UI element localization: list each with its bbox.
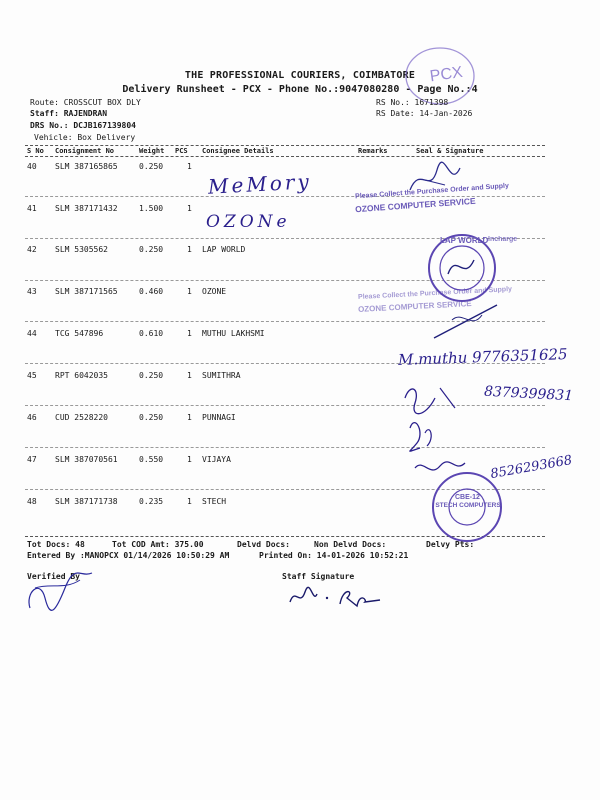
verified-signature [20, 568, 100, 618]
stech-stamp-text: STECH COMPUTERS [435, 502, 501, 509]
ozone-stamp-line2: OZONE COMPUTER SERVICE [354, 195, 476, 215]
lapworld-stamp-incharge: Incharge [488, 236, 518, 243]
row-weight: 0.610 [139, 329, 164, 338]
staff-signature-label: Staff Signature [282, 572, 355, 581]
delivered-docs: Delvd Docs: [237, 540, 290, 549]
row-sno: 43 [27, 287, 37, 296]
row-weight: 0.460 [139, 287, 164, 296]
vehicle-info: Vehicle: Box Delivery [34, 133, 136, 142]
handwritten-row46-phone: 8379399831 [483, 383, 574, 405]
stech-stamp-inner: CBE-12 [455, 494, 480, 501]
row-consignment: RPT 6042035 [55, 371, 108, 380]
row-pcs: 1 [187, 329, 192, 338]
row-pcs: 1 [187, 245, 192, 254]
total-cod-amount: Tot COD Amt: 375.00 [112, 540, 204, 549]
runsheet-title: Delivery Runsheet - PCX - Phone No.:9047080280 - Page No.:4 [122, 84, 478, 95]
row-pcs: 1 [187, 162, 192, 171]
col-consignment: Consignment No [55, 147, 115, 155]
lapworld-stamp-text: LAP WORLD [440, 236, 489, 245]
row-sno: 48 [27, 497, 37, 506]
col-sno: S No [27, 147, 44, 155]
row-sno: 41 [27, 204, 37, 213]
row-weight: 0.250 [139, 371, 164, 380]
row-consignment: SLM 387171432 [55, 204, 118, 213]
row-pcs: 1 [187, 455, 192, 464]
total-docs: Tot Docs: 48 [27, 540, 85, 549]
route-info: Route: CROSSCUT BOX DLY [30, 98, 141, 107]
row-consignment: CUD 2528220 [55, 413, 108, 422]
col-seal: Seal & Signature [416, 147, 484, 155]
drs-info: DRS No.: DCJB167139804 [30, 121, 136, 130]
handwritten-row47-phone: 8526293668 [489, 452, 574, 483]
ozone-stamp2-line2: OZONE COMPUTER SERVICE [357, 299, 472, 314]
rs-number: RS No.: 1671398 [376, 98, 449, 107]
printed-on: Printed On: 14-01-2026 10:52:21 [259, 551, 409, 560]
table-header-rule [25, 156, 545, 157]
row-consignment: SLM 387165865 [55, 162, 118, 171]
col-remarks: Remarks [358, 147, 388, 155]
row-weight: 0.250 [139, 245, 164, 254]
staff-info: Staff: RAJENDRAN [30, 109, 108, 118]
row-pcs: 1 [187, 204, 192, 213]
row-consignment: SLM 387070561 [55, 455, 118, 464]
row-weight: 0.550 [139, 455, 164, 464]
company-name: THE PROFESSIONAL COURIERS, COIMBATORE [184, 70, 416, 81]
ozone-stamp2-line1: Please Collect the Purchase Order and Supply [357, 285, 513, 302]
handwritten-memory: MeMory [207, 169, 313, 199]
row-weight: 0.235 [139, 497, 164, 506]
handwritten-muthu-phone: M.muthu 9776351625 [397, 345, 568, 369]
row-consignment: SLM 387171738 [55, 497, 118, 506]
row-sno: 45 [27, 371, 37, 380]
row-sno: 44 [27, 329, 37, 338]
row-sno: 42 [27, 245, 37, 254]
row-sno: 46 [27, 413, 37, 422]
row-consignee: PUNNAGI [202, 413, 236, 422]
row-pcs: 1 [187, 497, 192, 506]
table-top-rule [25, 145, 545, 146]
row-weight: 0.250 [139, 413, 164, 422]
ozone-stamp-line1: Please Collect the Purchase Order and Supply [354, 182, 510, 201]
row-pcs: 1 [187, 413, 192, 422]
row-consignment: SLM 5305562 [55, 245, 108, 254]
verified-by-label: Verified By [27, 572, 80, 581]
row-consignee: LAP WORLD [202, 245, 246, 254]
row-consignee: VIJAYA [202, 455, 231, 464]
row-sno: 40 [27, 162, 37, 171]
col-weight: Weight [139, 147, 165, 155]
row-consignee: SUMITHRA [202, 371, 241, 380]
row-pcs: 1 [187, 371, 192, 380]
row-weight: 1.500 [139, 204, 164, 213]
row-consignee: OZONE [202, 287, 227, 296]
row-sno: 47 [27, 455, 37, 464]
row-consignee: STECH [202, 497, 227, 506]
staff-signature [285, 582, 385, 614]
delivery-points: Delvy Pts: [426, 540, 475, 549]
row-consignment: TCG 547896 [55, 329, 104, 338]
svg-text:PCX: PCX [428, 63, 464, 86]
entered-by: Entered By :MANOPCX 01/14/2026 10:50:29 AM [27, 551, 230, 560]
handwritten-ozone: OZONe [206, 212, 291, 232]
row-consignment: SLM 387171565 [55, 287, 118, 296]
non-delivered-docs: Non Delvd Docs: [314, 540, 387, 549]
row-pcs: 1 [187, 287, 192, 296]
rs-date: RS Date: 14-Jan-2026 [376, 109, 473, 118]
row-weight: 0.250 [139, 162, 164, 171]
col-pcs: PCS [175, 147, 188, 155]
row-consignee: MUTHU LAKHSMI [202, 329, 265, 338]
col-consignee: Consignee Details [202, 147, 274, 155]
